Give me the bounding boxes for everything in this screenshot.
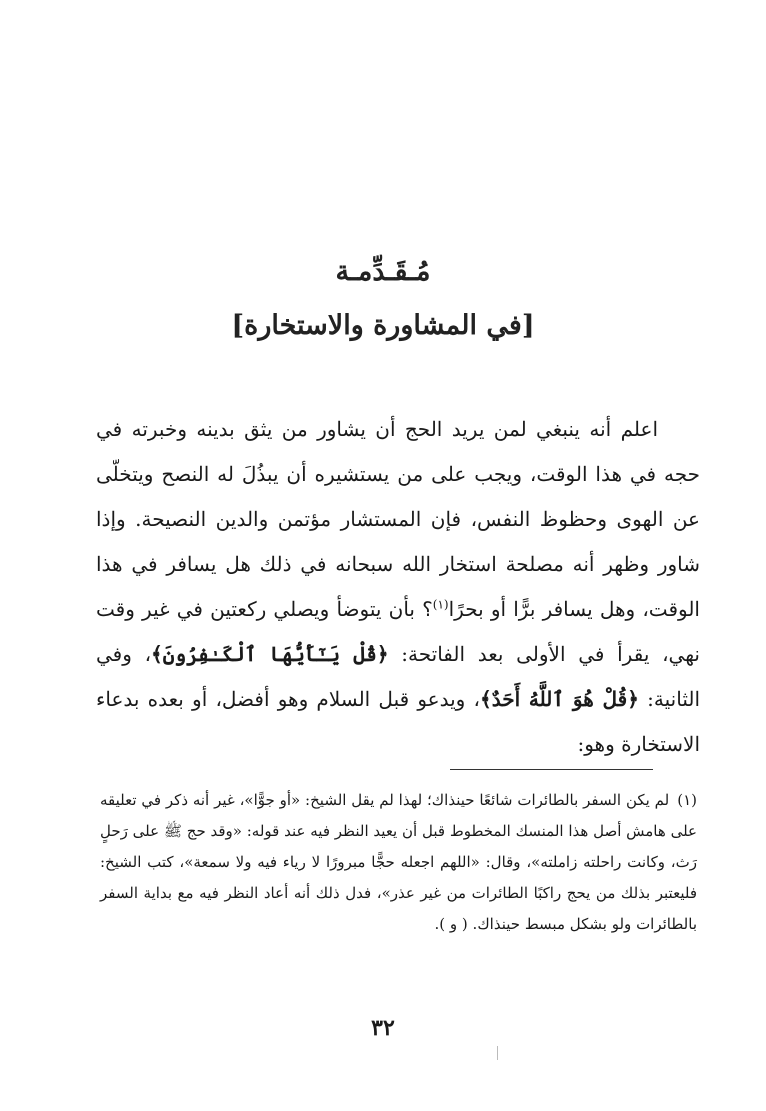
- footnote-separator: [450, 769, 653, 770]
- paragraph: [96, 407, 700, 767]
- quran-verse-2: ﴿قُلْ هُوَ ٱللَّهُ أَحَدٌ﴾: [479, 687, 639, 711]
- chapter-title: مُـقَـدِّمـة: [335, 256, 431, 287]
- body-text-part-2: ؟ بأن يتوضأ ويصلي ركعتين في غير وقت نهي، يقرأ في الأولى بعد الفاتحة:: [96, 597, 700, 666]
- scan-mark: [497, 1046, 498, 1060]
- footnote: [100, 785, 697, 940]
- footnote-text: لم يكن السفر بالطائرات شائعًا حينذاك؛ لهذا لم يقل الشيخ: «أو جوًّا»، غير أنه ذكر في تعليقه على هامش أصل هذا المنسك المخطوط قبل أن يعيد النظر فيه عند قوله: «وقد حج ﷺ على رَحلٍ رَث، وكانت راحلته زاملته»، وقال: «اللهم اجعله حجًّا مبرورًا لا رياء فيه ولا سمعة»، كتب الشيخ: فليعتبر بذلك من يحج راكبًا الطائرات من غير عذر»، فدل ذلك أنه أعاد النظر فيه مع بداية السفر بالطائرات ولو بشكل مبسط حينذاك. ( و ).: [100, 791, 697, 933]
- footnote-reference[interactable]: (١): [432, 597, 449, 612]
- chapter-subtitle: [في المشاورة والاستخارة]: [231, 310, 535, 341]
- body-text-part-4: ، ويدعو قبل السلام وهو أفضل، أو بعده بدعاء الاستخارة وهو:: [96, 687, 700, 756]
- body-text-part-1: اعلم أنه ينبغي لمن يريد الحج أن يشاور من يثق بدينه وخبرته في حجه في هذا الوقت، ويجب على من يستشيره أن يبذُلَ له النصح ويتخلّى عن الهوى وحظوظ النفس، فإن المستشار مؤتمن والدين النصيحة. وإذا شاور وظهر أنه مصلحة استخار الله سبحانه في ذلك هل يسافر في هذا الوقت، وهل يسافر برًّا أو بحرًا: [96, 417, 700, 621]
- main-paragraph: [96, 407, 700, 767]
- page-number: ٣٢: [371, 1015, 395, 1041]
- footnote-number: (١): [677, 791, 697, 809]
- quran-verse-1: ﴿قُلْ يَـٰٓأَيُّهَا ٱلْكَـٰفِرُونَ﴾: [151, 642, 389, 666]
- body-text-part-3: ، وفي الثانية:: [96, 642, 700, 711]
